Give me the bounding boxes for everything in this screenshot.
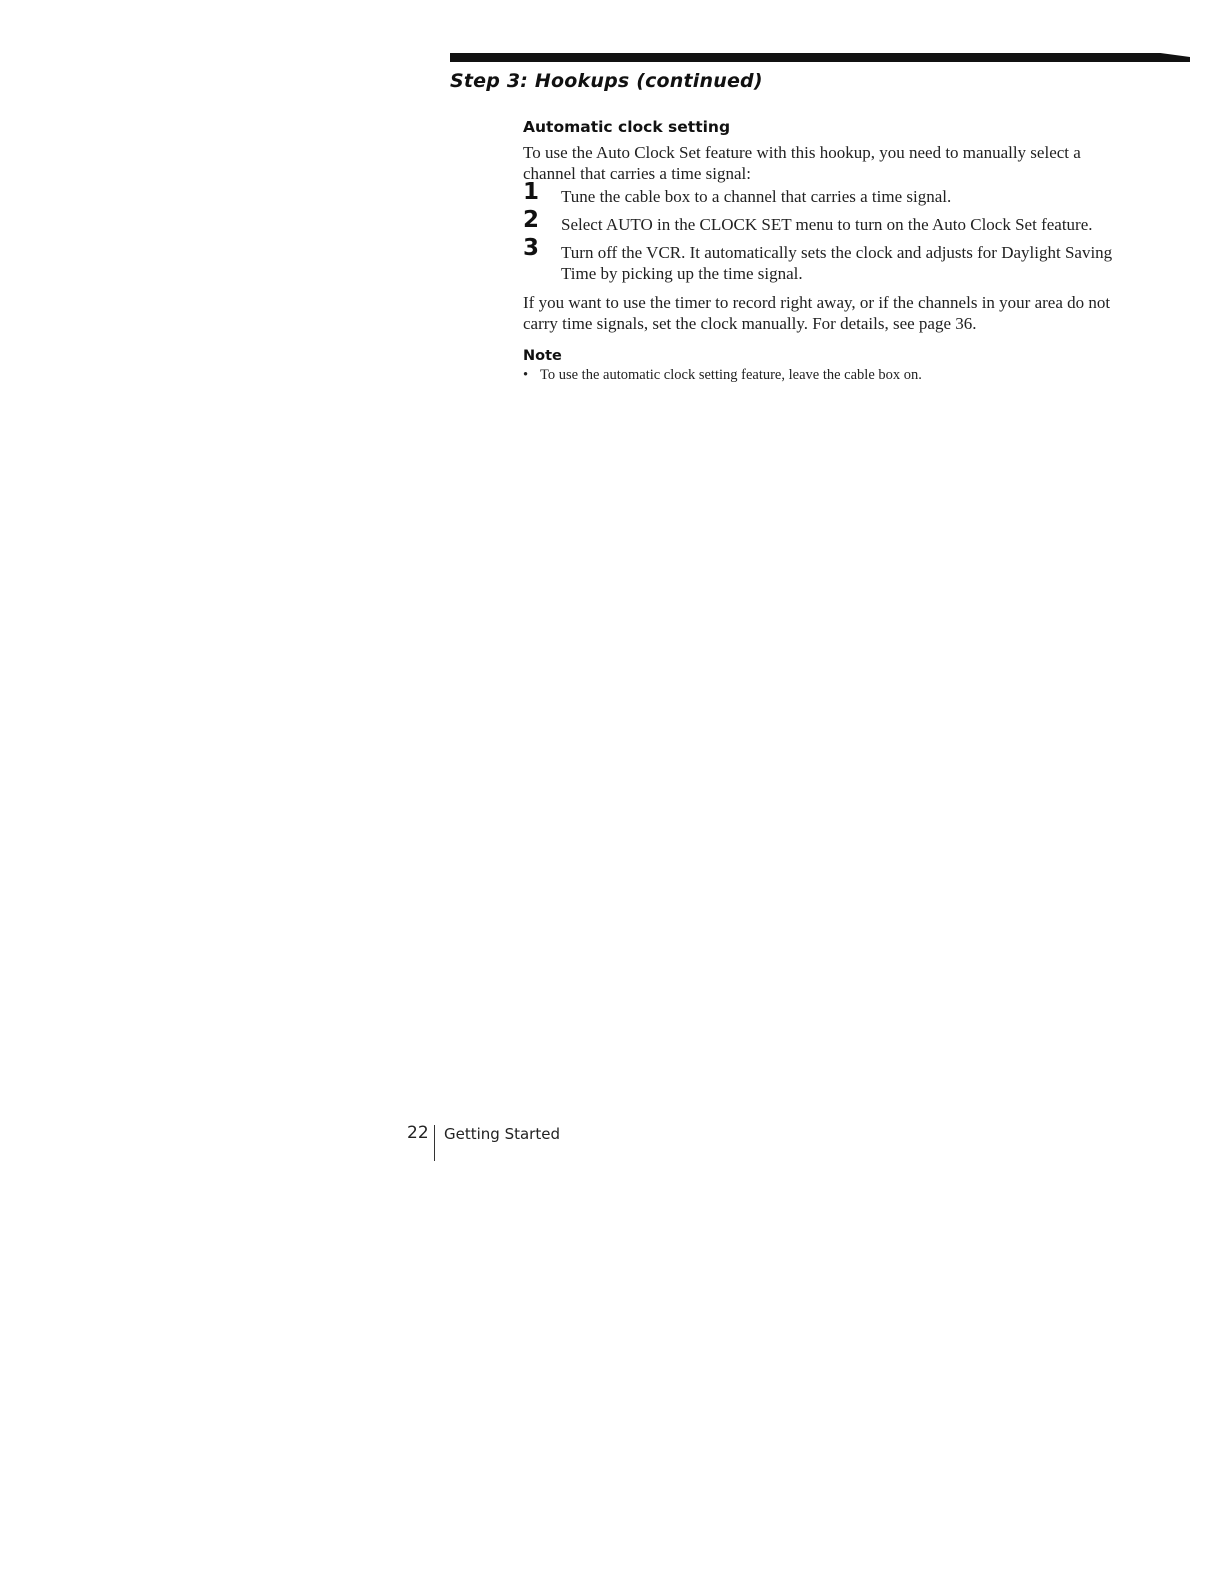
note-item	[523, 366, 1123, 384]
step-text: Select AUTO in the CLOCK SET menu to turn on the Auto Clock Set feature.	[561, 215, 1093, 234]
note-heading: Note	[523, 348, 562, 364]
followup-paragraph: If you want to use the timer to record right away, or if the channels in your area do not carry time signals, set the clock manually. For details, see page 36.	[523, 293, 1111, 333]
header-rule	[450, 53, 1190, 62]
steps-list	[523, 179, 1123, 284]
step-item	[523, 235, 1123, 284]
footer-section-label: Getting Started	[444, 1125, 560, 1143]
note-text: To use the automatic clock setting feature, leave the cable box on.	[540, 367, 922, 383]
step-number: 1	[523, 179, 540, 205]
note-list	[523, 366, 1123, 384]
section-title: Step 3: Hookups (continued)	[450, 70, 763, 92]
subheading: Automatic clock setting	[523, 118, 731, 136]
step-text: Tune the cable box to a channel that carries a time signal.	[561, 187, 952, 206]
main-content	[523, 118, 1123, 384]
step-item	[523, 179, 1123, 207]
step-number: 3	[523, 235, 540, 261]
step-number: 2	[523, 207, 540, 233]
intro-paragraph: To use the Auto Clock Set feature with this hookup, you need to manually select a channel that carries a time signal:	[523, 143, 1081, 183]
step-text: Turn off the VCR. It automatically sets the clock and adjusts for Daylight Saving Time by picking up the time signal.	[561, 243, 1113, 283]
footer-divider	[434, 1125, 435, 1161]
bullet-icon: •	[523, 367, 529, 383]
page-number: 22	[407, 1123, 429, 1143]
step-item	[523, 207, 1123, 235]
